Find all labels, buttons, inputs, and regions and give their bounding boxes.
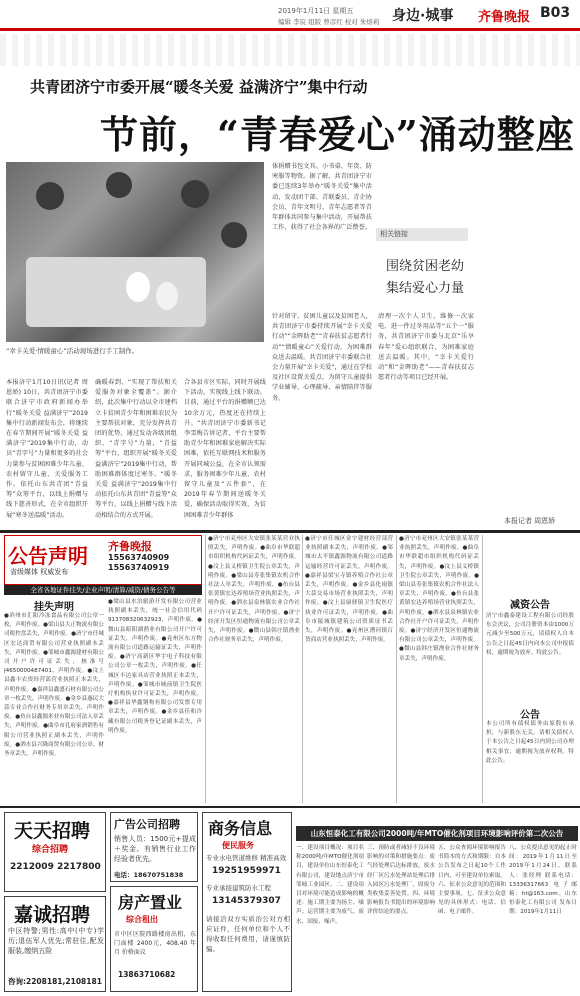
job-ad-2-title: 嘉诚招聘 [14, 904, 91, 926]
issue-date: 2019年1月11日 星期五 [278, 7, 354, 15]
article-photo [6, 162, 264, 342]
env-notice-col-1: 一、建设项目概况：项目名称2000吨/年MTO催化剂项目，建设单位山东恒泰化工有限公司，建设地点济宁市邹城工业园区。二、建设项目对环境可能造成影响的概述：施工期主要为扬尘、噪声；运营期主要为废气、废水、固废、噪声。 [296, 845, 364, 925]
job-ad-2-text: 中区特警;男性:高中(中专)学历;退伍军人优先;常驻住,配发服装,缴纳五险 [8, 927, 104, 955]
env-notice-banner: 山东恒泰化工有限公司2000吨/年MTO催化剂项目环境影响评价第二次公告 [296, 826, 578, 841]
capital-reduction-text: 济宁市鑫泰建设工程有限公司经股东会决议，公司注册资本由1000万元减少至500万元，请债权人自本公告之日起45日内向本公司申报债权，逾期视为放弃。特此公告。 [486, 613, 574, 656]
business-ad-sub: 便民服务 [222, 841, 254, 850]
business-ad-text-2: 专业承接建筑防水工程 [206, 884, 271, 892]
article-col-4: 体捐赠书包文具、小书桌、年货、防寒服等物资。据了解，共青团济宁市委已连续3年举办“暖冬关爱”集中活动，发动团干部、青联委员、青企协会员、青年文明号、青年志愿者等青年群体共同参与集中活动，开展帮扶工作，获得了社会各界的广泛赞誉。 [272, 163, 372, 232]
section-title: 身边·城事 [392, 8, 454, 24]
notice-text-2: 本公司所有债权债务由原股东承担，与新股东无关。请相关债权人于本公告之日起45日内到公司办理相关事宜，逾期视为放弃权利。特此公告。 [486, 721, 574, 764]
notice-col-c: ●济宁市兖州区大安镇张某某营业执照丢失，声明作废。●曲阜市华联超市组织机构代码证丢失，声明作废。●汶上县义桥镇卫生院公章丢失，声明作废。●梁山县寿张集镇农机合作社法人章丢失，声明作废。●鱼台县张黄镇宏达养殖场营业执照丢失，声明作废。●泗水县泉林镇农业合作社开户许可证丢失，声明作废。●济宁经济开发区恒通物流有限公司公章丢失，声明作废。●微山县韩庄镇渔业合作社财务章丢失，声明作废。 [208, 536, 300, 644]
company-ad-phone: 电话：18670751838 [114, 871, 184, 879]
job-ad-2-phone: 咨询:2208181,2108181 [8, 977, 102, 986]
capital-reduction-heading: 减资公告 [510, 600, 550, 611]
ads-divider [0, 806, 580, 808]
business-ad-text: 专业水电管道维修 精准高效 [206, 854, 287, 862]
column-rule [302, 535, 303, 803]
article-col-2: 确暖春到，“实现了帮扶和关爱服务对象全覆盖”。据介绍，此次集中行动以全市建档立卡贫困青少年和困难农民为主要帮扶对象，充分发挥共青团的优势，通过发动各级团组织、“青字号”力量，“青益筹”平台，组织开展“暖冬关爱 益满济宁”2019集中行动，帮助困难群体度过寒冬。“暖冬关爱 益满济宁”2019集中行动依托山东共青团“青益筹”众筹平台，以线上捐赠与线下活动相结合的方式开展。 [95, 379, 177, 519]
business-ad-phone-2: 13145379307 [212, 896, 281, 906]
notice-heading-2: 公告 [520, 710, 540, 721]
notice-logo: 齐鲁晚报 [108, 540, 152, 553]
newspaper-logo: 齐鲁晚报 [478, 10, 531, 25]
section-divider [0, 530, 580, 533]
page-number: B03 [540, 5, 571, 21]
notice-title: 公告声明 [8, 544, 88, 568]
editor-credits: 编辑 李宸 组版 曾彦红 校对 朱熔莉 [278, 18, 380, 26]
business-ad-phone: 19251959971 [212, 866, 281, 876]
job-ad-1-phone: 2212009 2217800 [10, 862, 101, 872]
realestate-ad-title: 房产置业 [118, 893, 183, 912]
sidebar-subtitle-1: 围绕贫困老幼 [386, 259, 465, 274]
env-notice-col-4: 八、公众提出意见的起止时间：2019年1月11日至2019年1月24日。联系人：张经理 联系电话：13336317663 电子邮箱：ht@163.com。山东恒泰化工有限公司 发布日期：2019年1月11日 [509, 845, 577, 916]
article-col-4b [470, 162, 572, 222]
article-col-5: 针对留守、贫困儿童以及贫困老人，共青团济宁市委持续开展“幸卡关爱行动”“金晖助老”“青春扶贫志愿者行动”“情暖童心”关爱行动，为困难群众送去温暖。共青团济宁市委联合社会力量开展“幸卡关爱”，通过在学校及社区设置关爱点，为留守儿童提供学业辅导、心理疏导、亲情陪伴等服务。 [272, 313, 372, 402]
article-col-6: 清理一次个人卫生，维修一次家电，进一件过冬用品等“五个一”服务，共青团济宁市委与北京“乐享春年”爱心组织联合，为困难家庭送去温暖。其中，“幸卡关爱行动”和“金晖助老”——青春扶贫志愿者行动等项目已经开展。 [378, 313, 474, 382]
notice-bar: 全省各地证件挂失/企业声明/清算/减资/债务公告等 [4, 585, 202, 595]
article-col-1: 本报济宁1月10日讯(记者 周恩娇) 10日，共青团济宁市委联合济宁市政府新闻办举行“暖冬关爱 益满济宁”2019集中行动新闻发布会，将继续在春节期间开展“暖冬关爱 益满济宁”2019集中行动，动员“青字号”力量和更多的社会力量参与贫困困难少年儿童、农村留守儿童、关爱服务工作。依托山东共青团“青益筹”众筹平台，以线上捐赠与线下慈善形式，在全市组织开展“寒冬送温暖”活动。 [6, 379, 88, 519]
header-rule [0, 28, 580, 31]
notice-phone-1: 15563740909 [108, 553, 170, 562]
realestate-ad-sub: 综合租出 [126, 915, 158, 924]
business-ad-title: 商务信息 [208, 819, 273, 838]
column-rule [205, 535, 206, 803]
lost-items-col-a: ●滨州市汇阳冷冻食品有限公司公章一枚，声明作废。●梁山县大正物流有限公司税控盘丢失，声明作废。●济宁市任城区宏达商贸有限公司营业执照副本丢失，声明作废。●邹城市鑫源建材有限公司开户许可证丢失，核准号J4650000487401，声明作废。●汶上县鑫丰农资经营部营业执照正本丢失，声明作废。●嘉祥县鑫盛石材有限公司公章一枚丢失，声明作废。●金乡县惠民大蒜专业合作社财务专用章丢失，声明作废。●鱼台县鑫源米业有限公司法人章丢失，声明作废。●曲阜市孔府家酒销售有限公司营业执照正副本丢失，声明作废。●泗水县兴隆商贸有限公司公章、财务章丢失，声明作废。 [4, 613, 104, 758]
env-notice-col-2: 三、预防或者减轻不良环境影响的对策和措施要点：废气经处理后达标排放，废水经厂区污水处理站处理后排入园区污水处理厂，固废分类收集妥善处置。四、环境影响报告书提出的环境影响评价结论的要点。 [367, 845, 435, 916]
article-headline: 节前，“青春爱心”涌动整座 [100, 112, 575, 157]
job-ad-1-title: 天天招聘 [14, 820, 91, 842]
env-notice-col-3: 五、公众查阅环境影响报告书简本的方式和期限：自本公告发布之日起10个工作日内，可至建设单位索取。六、征求公众意见的范围和主要事项。七、征求公众意见的具体形式：电话、信函、电子邮件。 [438, 845, 506, 916]
notice-col-d2: ●济宁市兖州区大安镇张某某营业执照丢失，声明作废。●曲阜市华联超市组织机构代码证丢失，声明作废。●汶上县义桥镇卫生院公章丢失，声明作废。●梁山县寿张集镇农机合作社法人章丢失，声明作废。●鱼台县张黄镇宏达养殖场营业执照丢失，声明作废。●泗水县泉林镇农业合作社开户许可证丢失，声明作废。●济宁经济开发区恒通物流有限公司公章丢失，声明作废。●微山县韩庄镇渔业合作社财务章丢失，声明作废。 [399, 536, 479, 662]
company-ad-text: 销售人员：1500元+提成＋奖金。有销售行业工作经验者优先。 [114, 835, 196, 863]
sidebar-subtitle-2: 集结爱心力量 [386, 281, 465, 296]
company-ad-title: 广告公司招聘 [114, 818, 180, 831]
column-rule [396, 535, 397, 803]
reporter-byline: 本报记者 周恩娇 [504, 517, 556, 525]
notice-col-d: ●济宁市任城区金宇建材经营部营业执照副本丢失，声明作废。●邹城市太平镇鑫源物流有限公司道路运输经营许可证丢失，声明作废。●嘉祥县梁宝寺镇养殖合作社公章丢失，声明作废。●金乡县化雨镇大蒜交易市场营业执照丢失，声明作废。●汶上县康驿镇卫生院医疗执业许可证丢失，声明作废。●曲阜市陵城镇建筑公司资质证书丢失，声明作废。●兖州区漕河镇百货商店营业执照丢失，声明作废。 [305, 536, 393, 644]
photo-caption: “幸卡关爱·情暖童心”活动现场进行手工制作。 [6, 347, 139, 355]
business-ad-disclaimer: 请接洽双方实质治公对方相应证件，任何单位和个人不得收取任何费用，请谨慎防骗。 [206, 915, 290, 953]
realestate-ad-text: 市中区区院西路楼房出租，东门面楼 2400元，408.40 年月 价格面议 [114, 931, 196, 957]
related-link-label: 相关链接 [376, 228, 468, 241]
notice-phone-2: 15563740919 [108, 563, 170, 572]
notice-col-b: ●梁山县水泊旅游开发有限公司营业执照副本丢失，统一社会信用代码913708320632923，声明作废。●微山县昭阳湖渔业有限公司开户许可证丢失，声明作废。●兖州区东方物流有限公司道路运输证丢失，声明作废。●济宁高新区华宇电子科技有限公司公章一枚丢失，声明作废。●任城区丰达家具店营业执照正本丢失，声明作废。●邹城市城前镇卫生院医疗机构执业许可证丢失，声明作废。●嘉祥县华鑫钢构有限公司发票专用章丢失，声明作废。●金乡县佳和冷藏有限公司税务登记证副本丢失，声明作废。 [108, 599, 202, 734]
article-subhead: 共青团济宁市委开展“暖冬关爱 益满济宁”集中行动 [30, 78, 368, 96]
article-col-3: 合各县市区实际，同时开展线下活动，实现线上线下联动。目前，通过平台的捐赠额已达10余万元，热度还在持续上升。“共青团济宁市委新书记李雪梅告诉记者，平台主要帮助青少年和困难家庭解决实际困难，依托互联网技术和服务开展同城公益，在全市认领需求，服务困难少年儿童、农村留守儿童及“五件套”，在2019年春节期间送暖冬关爱，确保活动取得实效，为贫困困难青少年群体 [184, 379, 266, 519]
lost-heading: 挂失声明 [34, 602, 74, 613]
notice-tags: 省级媒体 权威发布 [10, 568, 69, 576]
column-rule [482, 535, 483, 803]
job-ad-1-sub: 综合招聘 [32, 845, 69, 855]
top-decor-band [0, 34, 580, 66]
realestate-ad-phone: 13863710682 [118, 970, 176, 979]
article-col-7 [480, 312, 574, 512]
